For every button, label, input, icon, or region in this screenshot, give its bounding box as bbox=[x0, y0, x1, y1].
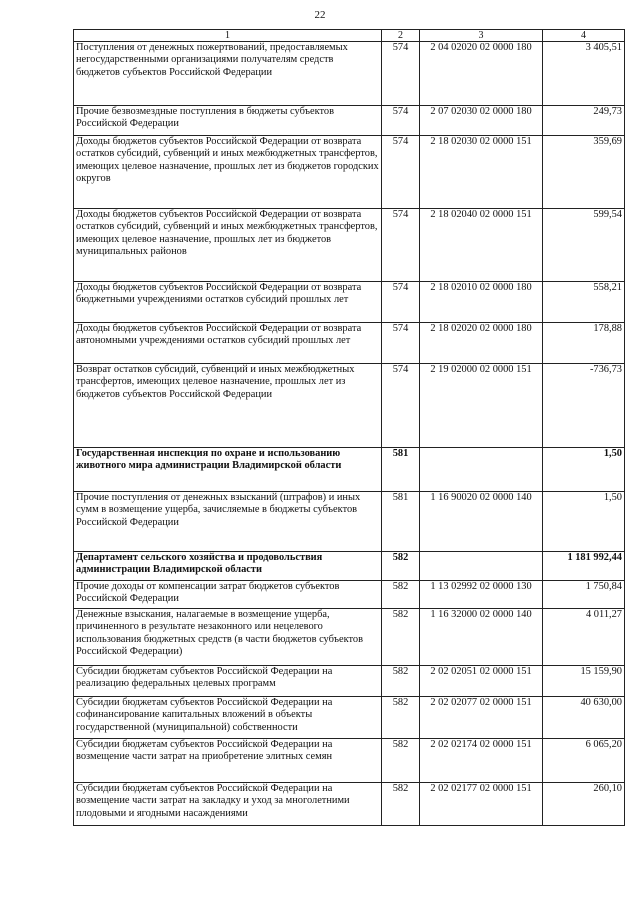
cell-admin-code: 581 bbox=[382, 448, 420, 492]
column-header-amount: 4 bbox=[543, 30, 625, 42]
table-row bbox=[74, 609, 625, 666]
cell-income-name: Прочие доходы от компенсации затрат бюджетов субъектов Российской Федерации bbox=[74, 581, 382, 609]
cell-budget-classification-code: 2 02 02051 02 0000 151 bbox=[420, 666, 543, 697]
cell-budget-classification-code: 2 18 02030 02 0000 151 bbox=[420, 136, 543, 209]
cell-income-name: Денежные взыскания, налагаемые в возмещение ущерба, причиненного в результате незаконного или нецелевого использования бюджетных средств (в части бюджетов субъектов Российской Федерации) bbox=[74, 609, 382, 666]
cell-budget-classification-code: 2 07 02030 02 0000 180 bbox=[420, 106, 543, 136]
cell-budget-classification-code: 1 16 32000 02 0000 140 bbox=[420, 609, 543, 666]
cell-amount: 558,21 bbox=[543, 282, 625, 323]
cell-budget-classification-code: 2 18 02040 02 0000 151 bbox=[420, 209, 543, 282]
cell-amount: 260,10 bbox=[543, 783, 625, 826]
cell-budget-classification-code: 1 16 90020 02 0000 140 bbox=[420, 492, 543, 552]
cell-amount: 6 065,20 bbox=[543, 739, 625, 783]
cell-admin-code: 582 bbox=[382, 666, 420, 697]
cell-amount: 249,73 bbox=[543, 106, 625, 136]
revenue-table bbox=[73, 29, 625, 826]
cell-admin-code: 574 bbox=[382, 136, 420, 209]
table-row bbox=[74, 106, 625, 136]
cell-admin-code: 582 bbox=[382, 581, 420, 609]
table-row bbox=[74, 581, 625, 609]
cell-admin-code: 582 bbox=[382, 739, 420, 783]
cell-admin-code: 582 bbox=[382, 783, 420, 826]
cell-admin-code: 574 bbox=[382, 323, 420, 364]
cell-amount: 4 011,27 bbox=[543, 609, 625, 666]
cell-admin-code: 574 bbox=[382, 106, 420, 136]
cell-admin-code: 581 bbox=[382, 492, 420, 552]
cell-budget-classification-code: 1 13 02992 02 0000 130 bbox=[420, 581, 543, 609]
column-header-admin-code: 2 bbox=[382, 30, 420, 42]
cell-budget-classification-code: 2 18 02010 02 0000 180 bbox=[420, 282, 543, 323]
table-row bbox=[74, 42, 625, 106]
table-row bbox=[74, 282, 625, 323]
cell-amount: 1 750,84 bbox=[543, 581, 625, 609]
cell-budget-classification-code: 2 18 02020 02 0000 180 bbox=[420, 323, 543, 364]
table-row bbox=[74, 448, 625, 492]
table-row bbox=[74, 209, 625, 282]
cell-income-name: Прочие безвозмездные поступления в бюджеты субъектов Российской Федерации bbox=[74, 106, 382, 136]
cell-income-name: Субсидии бюджетам субъектов Российской Федерации на софинансирование капитальных вложений в объекты государственной (муниципальной) собственности bbox=[74, 697, 382, 739]
cell-amount: 359,69 bbox=[543, 136, 625, 209]
cell-income-name: Субсидии бюджетам субъектов Российской Федерации на возмещение части затрат на приобретение элитных семян bbox=[74, 739, 382, 783]
cell-income-name: Поступления от денежных пожертвований, предоставляемых негосударственными организациями получателям средств бюджетов субъектов Российской Федерации bbox=[74, 42, 382, 106]
table-row bbox=[74, 364, 625, 448]
table-row bbox=[74, 492, 625, 552]
cell-amount: 15 159,90 bbox=[543, 666, 625, 697]
cell-budget-classification-code bbox=[420, 552, 543, 581]
cell-income-name: Прочие поступления от денежных взысканий (штрафов) и иных сумм в возмещение ущерба, зачисляемые в бюджеты субъектов Российской Федерации bbox=[74, 492, 382, 552]
cell-income-name: Государственная инспекция по охране и использованию животного мира администрации Владимирской области bbox=[74, 448, 382, 492]
table-header-row bbox=[74, 30, 625, 42]
table-row bbox=[74, 666, 625, 697]
table-row bbox=[74, 552, 625, 581]
cell-admin-code: 574 bbox=[382, 282, 420, 323]
cell-income-name: Субсидии бюджетам субъектов Российской Федерации на возмещение части затрат на закладку и уход за многолетними плодовыми и ягодными насаждениями bbox=[74, 783, 382, 826]
cell-admin-code: 574 bbox=[382, 42, 420, 106]
cell-amount: 3 405,51 bbox=[543, 42, 625, 106]
cell-admin-code: 582 bbox=[382, 697, 420, 739]
cell-budget-classification-code: 2 02 02174 02 0000 151 bbox=[420, 739, 543, 783]
cell-admin-code: 582 bbox=[382, 609, 420, 666]
cell-income-name: Возврат остатков субсидий, субвенций и иных межбюджетных трансфертов, имеющих целевое назначение, прошлых лет из бюджетов субъектов Российской Федерации bbox=[74, 364, 382, 448]
table-row bbox=[74, 697, 625, 739]
table-row bbox=[74, 783, 625, 826]
cell-budget-classification-code: 2 02 02177 02 0000 151 bbox=[420, 783, 543, 826]
table-body bbox=[74, 42, 625, 826]
table-row bbox=[74, 136, 625, 209]
cell-amount: 1,50 bbox=[543, 448, 625, 492]
cell-admin-code: 582 bbox=[382, 552, 420, 581]
table-row bbox=[74, 739, 625, 783]
cell-budget-classification-code: 2 02 02077 02 0000 151 bbox=[420, 697, 543, 739]
cell-budget-classification-code: 2 04 02020 02 0000 180 bbox=[420, 42, 543, 106]
page-number: 22 bbox=[314, 9, 326, 21]
cell-income-name: Доходы бюджетов субъектов Российской Федерации от возврата остатков субсидий, субвенций и иных межбюджетных трансфертов, имеющих целевое назначение, прошлых лет из бюджетов муниципальных районов bbox=[74, 209, 382, 282]
cell-amount: 1 181 992,44 bbox=[543, 552, 625, 581]
cell-budget-classification-code bbox=[420, 448, 543, 492]
cell-amount: -736,73 bbox=[543, 364, 625, 448]
cell-amount: 178,88 bbox=[543, 323, 625, 364]
cell-amount: 40 630,00 bbox=[543, 697, 625, 739]
cell-admin-code: 574 bbox=[382, 209, 420, 282]
cell-income-name: Субсидии бюджетам субъектов Российской Федерации на реализацию федеральных целевых программ bbox=[74, 666, 382, 697]
column-header-name: 1 bbox=[74, 30, 382, 42]
cell-income-name: Департамент сельского хозяйства и продовольствия администрации Владимирской области bbox=[74, 552, 382, 581]
cell-income-name: Доходы бюджетов субъектов Российской Федерации от возврата бюджетными учреждениями остатков субсидий прошлых лет bbox=[74, 282, 382, 323]
cell-budget-classification-code: 2 19 02000 02 0000 151 bbox=[420, 364, 543, 448]
cell-income-name: Доходы бюджетов субъектов Российской Федерации от возврата автономными учреждениями остатков субсидий прошлых лет bbox=[74, 323, 382, 364]
cell-amount: 1,50 bbox=[543, 492, 625, 552]
cell-income-name: Доходы бюджетов субъектов Российской Федерации от возврата остатков субсидий, субвенций и иных межбюджетных трансфертов, имеющих целевое назначение, прошлых лет из бюджетов городских округов bbox=[74, 136, 382, 209]
column-header-budget-code: 3 bbox=[420, 30, 543, 42]
cell-amount: 599,54 bbox=[543, 209, 625, 282]
table-row bbox=[74, 323, 625, 364]
cell-admin-code: 574 bbox=[382, 364, 420, 448]
